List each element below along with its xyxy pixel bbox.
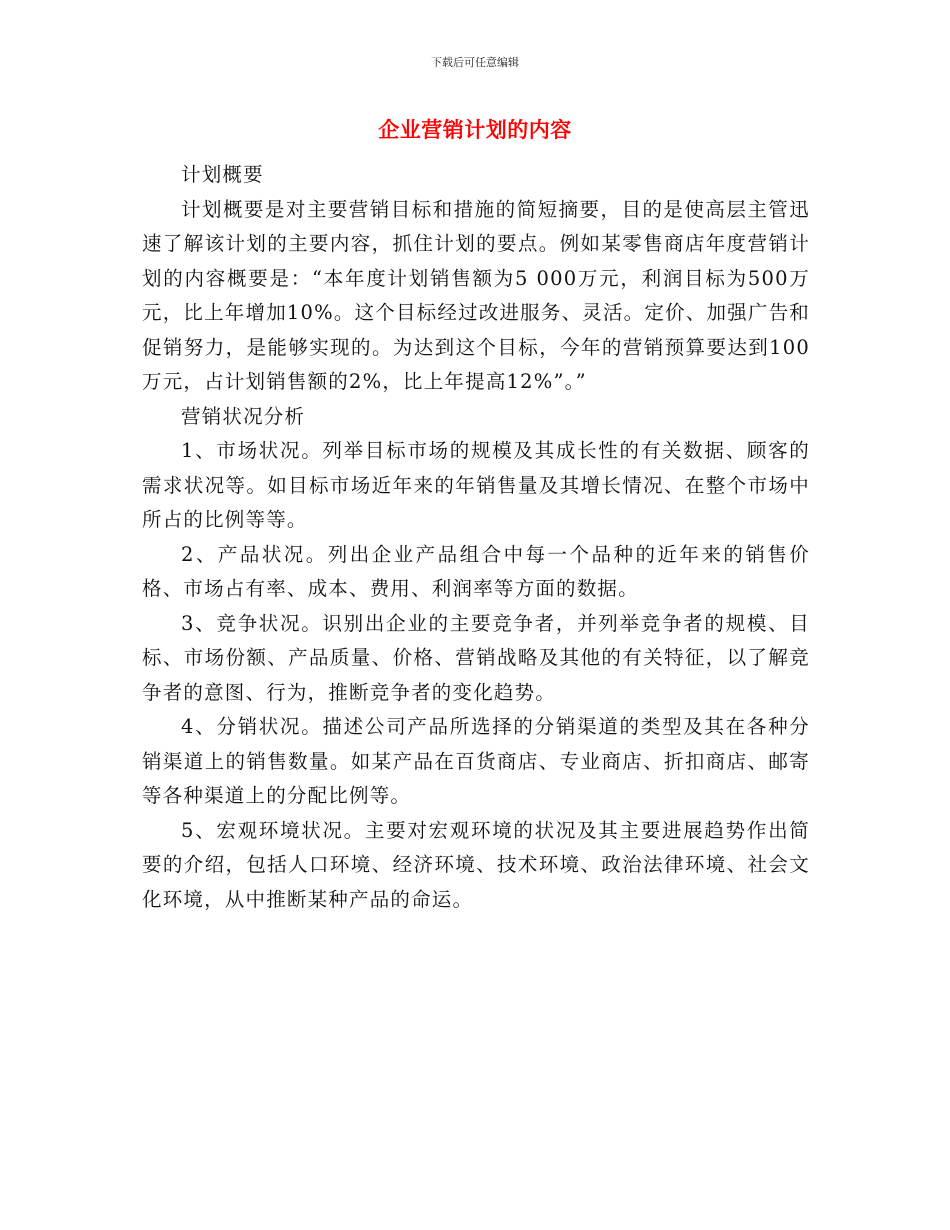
- paragraph-market-status: 1、市场状况。列举目标市场的规模及其成长性的有关数据、顾客的需求状况等。如目标市场近年来的年销售量及其增长情况、在整个市场中所占的比例等等。: [142, 439, 810, 531]
- header-note: 下载后可任意编辑: [431, 56, 519, 69]
- paragraph-plan-summary: 计划概要是对主要营销目标和措施的简短摘要，目的是使高层主管迅速了解该计划的主要内容，抓住计划的要点。例如某零售商店年度营销计划的内容概要是：“本年度计划销售额为5 000万元，利润目标为500万元，比上年增加10%。这个目标经过改进服务、灵活。定价、加强广告和促销努力，是能够实现的。为达到这个目标，今年的营销预算要达到100万元，占计划销售额的2%，比上年提高12%”。”: [142, 197, 810, 393]
- paragraph-distribution-status: 4、分销状况。描述公司产品所选择的分销渠道的类型及其在各种分销渠道上的销售数量。如某产品在百货商店、专业商店、折扣商店、邮寄等各种渠道上的分配比例等。: [142, 715, 810, 807]
- document-title: 企业营销计划的内容: [378, 117, 572, 142]
- paragraph-competition-status: 3、竞争状况。识别出企业的主要竞争者，并列举竞争者的规模、目标、市场份额、产品质量、价格、营销战略及其他的有关特征，以了解竞争者的意图、行为，推断竞争者的变化趋势。: [142, 611, 810, 704]
- paragraph-product-status: 2、产品状况。列出企业产品组合中每一个品种的近年来的销售价格、市场占有率、成本、费用、利润率等方面的数据。: [142, 542, 810, 600]
- paragraph-macro-environment: 5、宏观环境状况。主要对宏观环境的状况及其主要进展趋势作出简要的介绍，包括人口环境、经济环境、技术环境、政治法律环境、社会文化环境，从中推断某种产品的命运。: [142, 818, 810, 911]
- section-heading-marketing-analysis: 营销状况分析: [181, 404, 306, 428]
- document-body: [142, 158, 810, 917]
- section-heading-plan-summary: 计划概要: [181, 163, 264, 186]
